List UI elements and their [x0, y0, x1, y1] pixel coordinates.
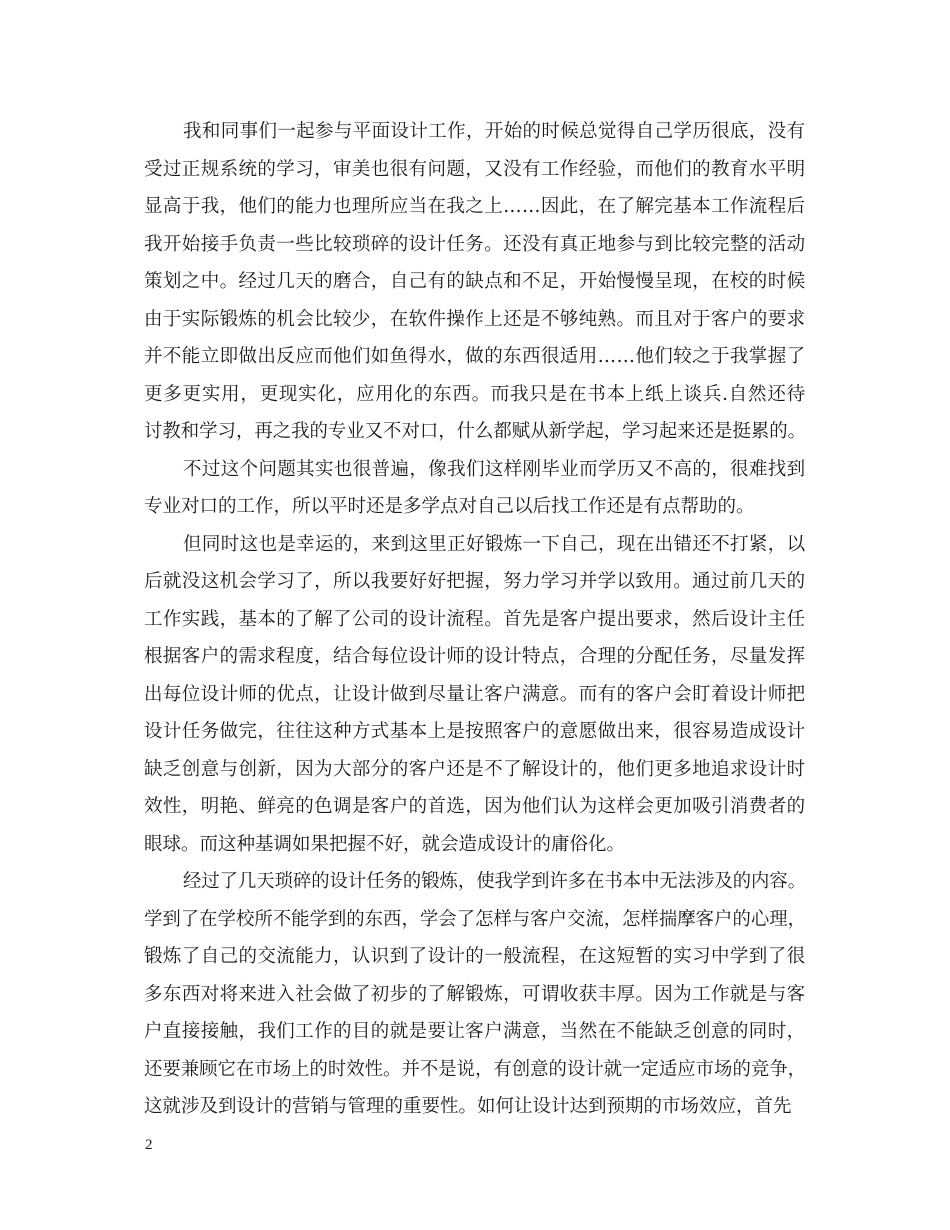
paragraph-line: 还要兼顾它在市场上的时效性。并不是说，有创意的设计就一定适应市场的竞争， — [144, 1058, 807, 1080]
paragraph-line: 根据客户的需求程度，结合每位设计师的设计特点，合理的分配任务，尽量发挥 — [144, 646, 806, 667]
paragraph-line: 锻炼了自己的交流能力，认识到了设计的一般流程，在这短暂的实习中学到了很 — [144, 946, 806, 967]
paragraph-line: 出每位设计师的优点，让设计做到尽量让客户满意。而有的客户会盯着设计师把 — [144, 683, 806, 705]
paragraph-first-line: 我和同事们一起参与平面设计工作，开始的时候总觉得自己学历很底，没有 — [183, 121, 806, 142]
paragraph-first-line: 但同时这也是幸运的，来到这里正好锻炼一下自己，现在出错还不打紧，以 — [183, 533, 806, 555]
paragraph-first-line: 不过这个问题其实也很普遍，像我们这样刚毕业而学历又不高的，很难找到 — [183, 458, 806, 480]
paragraph-line: 策划之中。经过几天的磨合，自己有的缺点和不足，开始慢慢呈现，在校的时候 — [144, 271, 806, 292]
paragraph-line: 这就涉及到设计的营销与管理的重要性。如何让设计达到预期的市场效应，首先 — [144, 1096, 792, 1117]
paragraph-first-line: 经过了几天琐碎的设计任务的锻炼，使我学到许多在书本中无法涉及的内容。 — [183, 871, 807, 892]
paragraph-line: 后就没这机会学习了，所以我要好好把握，努力学习并学以致用。通过前几天的 — [144, 571, 806, 592]
page-number: 2 — [145, 1137, 153, 1153]
paragraph-line: 专业对口的工作，所以平时还是多学点对自己以后找工作还是有点帮助的。 — [144, 496, 755, 517]
paragraph-line: 我开始接手负责一些比较琐碎的设计任务。还没有真正地参与到比较完整的活动 — [144, 233, 806, 255]
paragraph-line: 效性，明艳、鲜亮的色调是客户的首选，因为他们认为这样会更加吸引消费者的 — [144, 796, 806, 817]
paragraph-line: 由于实际锻炼的机会比较少，在软件操作上还是不够纯熟。而且对于客户的要求 — [144, 308, 806, 330]
paragraph-line: 设计任务做完，往往这种方式基本上是按照客户的意愿做出来，很容易造成设计 — [144, 721, 806, 742]
paragraph-line: 户直接接触，我们工作的目的就是要让客户满意，当然在不能缺乏创意的同时， — [144, 1021, 806, 1042]
paragraph-line: 多东西对将来进入社会做了初步的了解锻炼，可谓收获丰厚。因为工作就是与客 — [144, 983, 806, 1005]
paragraph-line: 受过正规系统的学习，审美也很有问题，又没有工作经验，而他们的教育水平明 — [144, 158, 806, 180]
paragraph-line: 讨教和学习，再之我的专业又不对口，什么都赋从新学起，学习起来还是挺累的。 — [144, 421, 807, 442]
paragraph-line: 更多更实用，更现实化，应用化的东西。而我只是在书本上纸上谈兵.自然还待 — [144, 383, 806, 405]
paragraph-line: 缺乏创意与创新，因为大部分的客户还是不了解设计的，他们更多地追求设计时 — [144, 758, 806, 780]
paragraph-line: 显高于我，他们的能力也理所应当在我之上……因此，在了解完基本工作流程后 — [144, 196, 806, 217]
paragraph-line: 学到了在学校所不能学到的东西，学会了怎样与客户交流，怎样揣摩客户的心理， — [144, 908, 807, 930]
paragraph-line: 并不能立即做出反应而他们如鱼得水，做的东西很适用……他们较之于我掌握了 — [144, 346, 806, 367]
paragraph-line: 眼球。而这种基调如果把握不好，就会造成设计的庸俗化。 — [144, 833, 626, 855]
paragraph-line: 工作实践，基本的了解了公司的设计流程。首先是客户提出要求，然后设计主任 — [144, 608, 806, 630]
